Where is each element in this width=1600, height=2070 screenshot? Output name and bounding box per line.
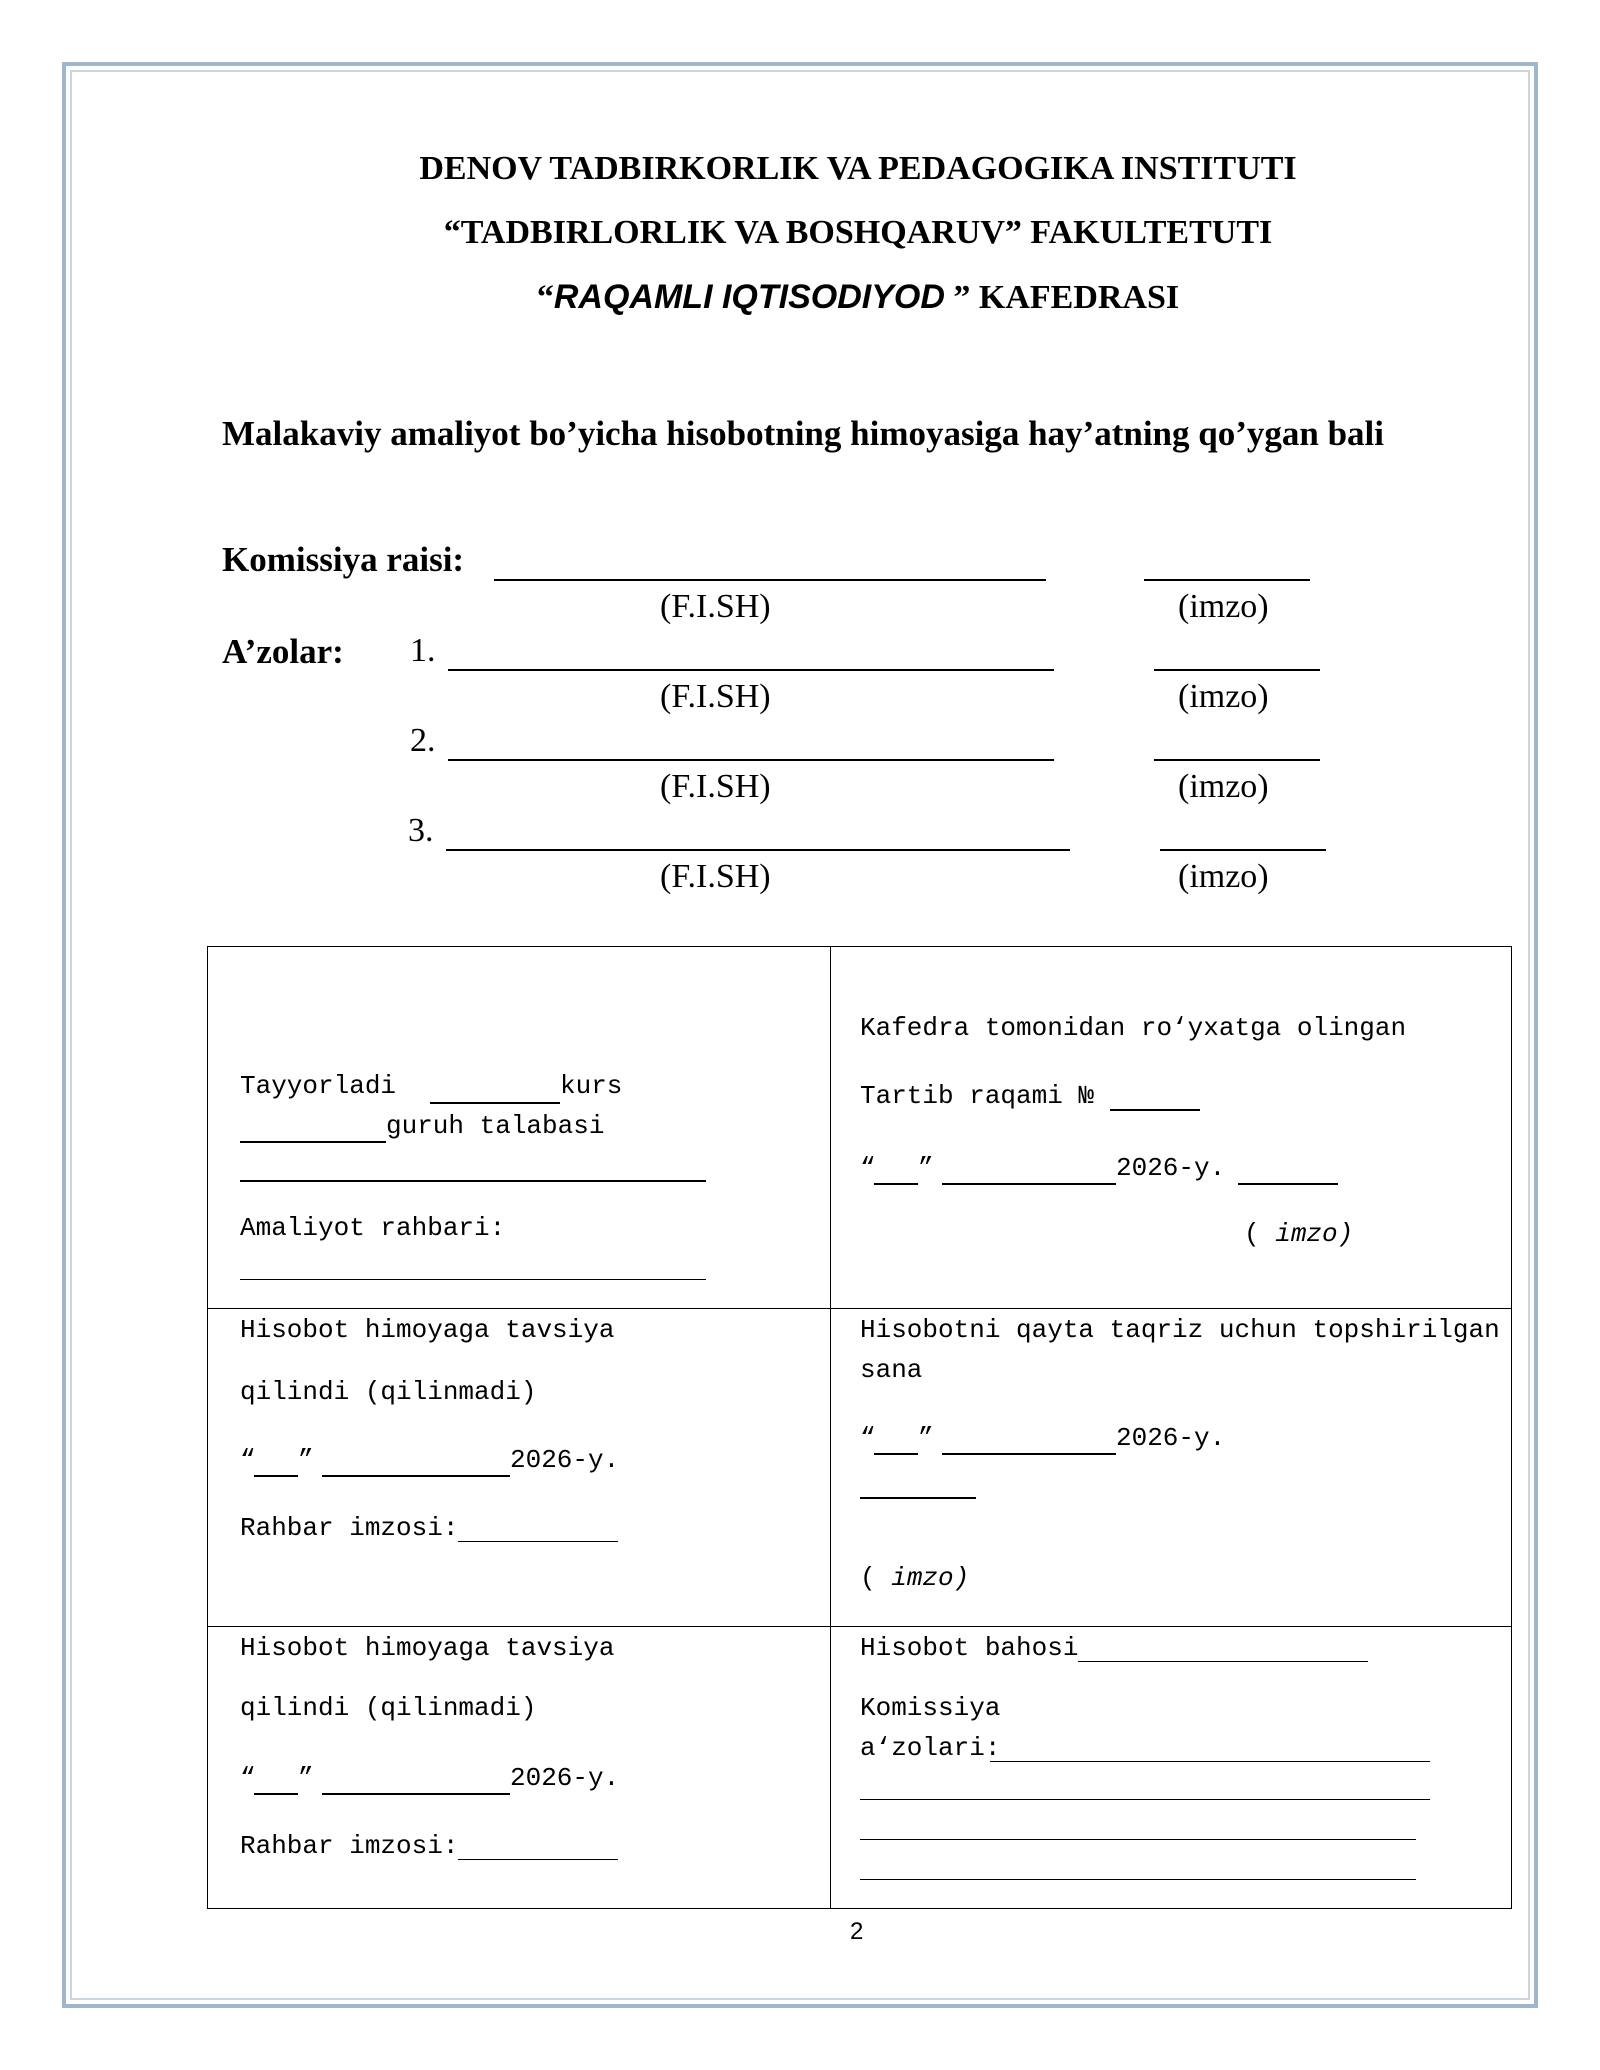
registration-table: [207, 946, 1512, 1909]
report-grade-label: Hisobot bahosi: [860, 1633, 1079, 1663]
commission-members-label: Komissiya: [860, 1693, 1001, 1723]
course-blank[interactable]: [430, 1102, 560, 1104]
department-title: “RAQAMLI IQTISODIYOD ” KAFEDRASI: [536, 278, 1180, 316]
rereview-line2: sana: [860, 1355, 923, 1385]
year-label: 2026-y.: [1116, 1153, 1226, 1183]
month-blank[interactable]: [942, 1453, 1116, 1455]
member-number: 3.: [408, 812, 434, 849]
year-label: 2026-y.: [1116, 1423, 1226, 1453]
member-number: 1.: [410, 632, 436, 669]
day-blank[interactable]: [874, 1183, 918, 1185]
commission-members-label-2: a‘zolari:: [860, 1733, 1001, 1763]
day-blank[interactable]: [874, 1453, 918, 1455]
quote-open: “: [240, 1763, 256, 1793]
rereview-line1: Hisobotni qayta taqriz uchun topshirilgan: [860, 1315, 1500, 1345]
member-number: 2.: [410, 722, 436, 759]
year-label: 2026-y.: [510, 1445, 620, 1475]
name-caption: (F.I.SH): [660, 768, 771, 805]
row-divider: [208, 1308, 1511, 1309]
chair-name-line[interactable]: [494, 579, 1046, 581]
signature-caption: (imzo): [1178, 768, 1269, 805]
year-label: 2026-y.: [510, 1763, 620, 1793]
signature-caption: ( imzo): [1244, 1219, 1354, 1249]
month-blank[interactable]: [942, 1183, 1116, 1185]
supervisor-label: Amaliyot rahbari:: [240, 1213, 506, 1243]
recommendation-line2: qilindi (qilinmadi): [240, 1693, 537, 1723]
day-blank[interactable]: [254, 1475, 298, 1477]
members-label: A’zolar:: [222, 632, 344, 671]
chair-signature-line[interactable]: [1144, 579, 1310, 581]
recommendation-line1: Hisobot himoyaga tavsiya: [240, 1633, 615, 1663]
commission-member-line-3[interactable]: [860, 1839, 1416, 1840]
supervisor-name-line[interactable]: [240, 1279, 706, 1280]
supervisor-signature-label: Rahbar imzosi:: [240, 1513, 459, 1543]
order-number-label: Tartib raqami №: [860, 1081, 1095, 1111]
supervisor-signature-label: Rahbar imzosi:: [240, 1831, 459, 1861]
rereview-signature-line[interactable]: [860, 1497, 976, 1499]
report-grade-line[interactable]: [1078, 1661, 1368, 1662]
member-1-signature-line[interactable]: [1154, 669, 1320, 671]
institute-title: DENOV TADBIRKORLIK VA PEDAGOGIKA INSTITUTI: [419, 150, 1297, 187]
name-caption: (F.I.SH): [660, 678, 771, 715]
month-blank[interactable]: [322, 1475, 510, 1477]
registered-label: Kafedra tomonidan ro‘yxatga olingan: [860, 1013, 1407, 1043]
quote-close: ”: [298, 1763, 314, 1793]
department-name: RAQAMLI IQTISODIYOD: [553, 278, 945, 316]
signature-caption: (imzo): [1178, 858, 1269, 895]
student-name-line[interactable]: [240, 1180, 706, 1182]
member-3-name-line[interactable]: [446, 849, 1070, 851]
row-divider: [208, 1626, 1511, 1627]
page-number: 2: [850, 1918, 864, 1945]
recommendation-line1: Hisobot himoyaga tavsiya: [240, 1315, 615, 1345]
quote-open: “: [860, 1423, 876, 1453]
commission-member-line-1[interactable]: [990, 1761, 1430, 1762]
signature-caption: (imzo): [1178, 588, 1269, 625]
group-label: guruh talabasi: [386, 1111, 605, 1141]
supervisor-signature-line[interactable]: [458, 1859, 618, 1860]
recommendation-line2: qilindi (qilinmadi): [240, 1377, 537, 1407]
signature-caption: (imzo): [1178, 678, 1269, 715]
quote-close: ”: [918, 1153, 934, 1183]
prepared-label: Tayyorladi: [240, 1071, 397, 1101]
member-3-signature-line[interactable]: [1160, 849, 1326, 851]
supervisor-signature-line[interactable]: [458, 1541, 618, 1542]
member-2-signature-line[interactable]: [1154, 759, 1320, 761]
quote-open: “: [240, 1445, 256, 1475]
name-caption: (F.I.SH): [660, 588, 771, 625]
commission-chair-label: Komissiya raisi:: [222, 540, 465, 579]
registrar-signature-line[interactable]: [1238, 1183, 1338, 1185]
quote-close: ”: [298, 1445, 314, 1475]
course-label: kurs: [560, 1071, 623, 1101]
quote-close: ”: [918, 1423, 934, 1453]
column-divider: [830, 947, 831, 1908]
page-subtitle: Malakaviy amaliyot bo’yicha hisobotning himoyasiga hay’atning qo’ygan bali: [222, 414, 1385, 453]
member-2-name-line[interactable]: [448, 759, 1054, 761]
member-1-name-line[interactable]: [448, 669, 1054, 671]
order-number-blank[interactable]: [1110, 1109, 1200, 1111]
group-blank[interactable]: [240, 1141, 386, 1143]
commission-member-line-4[interactable]: [860, 1879, 1416, 1880]
month-blank[interactable]: [322, 1793, 510, 1795]
name-caption: (F.I.SH): [660, 858, 771, 895]
commission-member-line-2[interactable]: [860, 1799, 1430, 1800]
day-blank[interactable]: [254, 1793, 298, 1795]
faculty-title: “TADBIRLORLIK VA BOSHQARUV” FAKULTETUTI: [443, 214, 1273, 251]
signature-caption: ( imzo): [860, 1563, 970, 1593]
quote-open: “: [860, 1153, 876, 1183]
